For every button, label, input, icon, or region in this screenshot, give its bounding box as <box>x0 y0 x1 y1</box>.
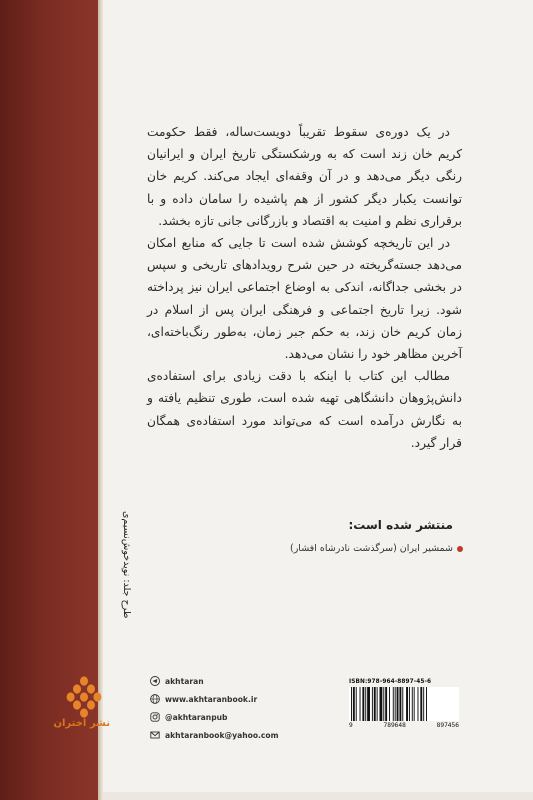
publisher-logo-icon <box>66 676 102 718</box>
contact-website[interactable] <box>150 690 279 708</box>
isbn-text: ISBN:978-964-8897-45-6 <box>349 679 432 685</box>
email-icon <box>150 730 160 740</box>
barcode-digit-group: 9 <box>349 722 353 729</box>
publisher-name: نشر اختران <box>53 718 110 729</box>
published-item <box>290 543 463 554</box>
barcode-digits <box>349 722 459 729</box>
barcode-image <box>349 687 459 721</box>
cover-designer-credit: طرح جلد: نوید‌خوش‌نسیم‌‌ی <box>121 511 132 619</box>
barcode-digit-group: 897456 <box>436 722 459 729</box>
contact-email-text: akhtaranbook@yahoo.com <box>165 730 279 740</box>
contact-instagram[interactable] <box>150 708 279 726</box>
contact-telegram[interactable] <box>150 672 279 690</box>
contact-telegram-text: akhtaran <box>165 676 204 686</box>
bottom-edge <box>103 792 533 800</box>
telegram-icon <box>150 676 160 686</box>
instagram-icon <box>150 712 160 722</box>
contact-website-text: www.akhtaranbook.ir <box>165 694 258 704</box>
published-item-title: شمشیر ایران (سرگذشت نادرشاه افشار) <box>290 543 453 554</box>
barcode-digit-group: 789648 <box>383 722 406 729</box>
back-cover-blurb <box>147 121 462 454</box>
globe-icon <box>150 694 160 704</box>
contact-instagram-text: @akhtaranpub <box>165 712 228 722</box>
contact-email[interactable] <box>150 726 279 744</box>
bullet-icon <box>457 546 463 552</box>
blurb-paragraph-1: در یک دوره‌ی سقوط تقریباً دویست‌ساله، فقط حکومت کریم خان زند است که به ورشکستگی تاریخ ایران و ایرانیان رنگی دیگر می‌دهد و در آن وقفه‌ای ایجاد می‌کند. کریم خان توانست یکبار دیگر کشور از هم پاشیده را سامان داده و با برقراری نظم و امنیت به اقتصاد و بازرگانی جانی تازه بخشد. <box>147 125 462 228</box>
blurb-paragraph-2: در این تاریخچه کوشش شده است تا جایی که منابع امکان می‌دهد جسته‌گریخته در حین شرح رویدادهای تاریخی و سپس در بخشی جداگانه، اندکی به اوضاع اجتماعی ایران نیز پرداخته شود. زیرا تاریخ اجتماعی و فرهنگی ایران پس از اسلام در زمان کریم خان زند، به حکم جبر زمان، به‌طور رنگ‌باخته‌ای، آخرین مظاهر خود را نشان می‌دهد. <box>147 236 462 362</box>
publisher-contacts <box>150 672 279 744</box>
barcode-block <box>349 679 465 729</box>
published-heading: منتشر شده است: <box>348 518 453 532</box>
blurb-paragraph-3: مطالب این کتاب با اینکه با دقت زیادی برای استفاده‌ی دانش‌پژوهان دانشگاهی تهیه شده است، طوری تنظیم یافته و به نگارش درآمده است که می‌تواند مورد استفاده‌ی همگان قرار گیرد. <box>147 369 462 450</box>
published-list <box>290 543 463 554</box>
